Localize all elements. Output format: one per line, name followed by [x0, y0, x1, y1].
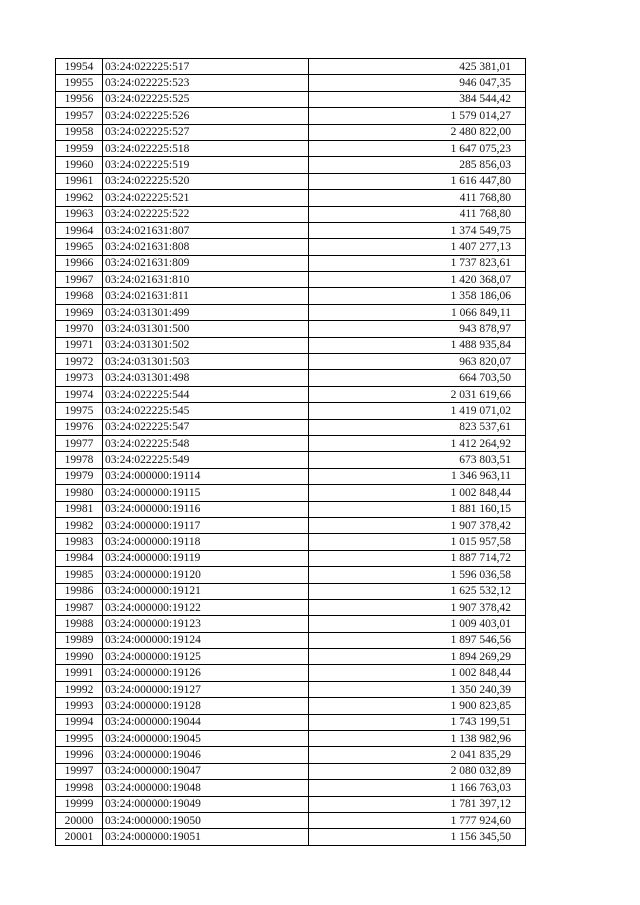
- value-cell: 1 647 075,23: [309, 140, 526, 156]
- row-number-cell: 19987: [56, 599, 103, 615]
- row-number-cell: 19984: [56, 550, 103, 566]
- row-number-cell: 19982: [56, 517, 103, 533]
- value-cell: 411 768,80: [309, 206, 526, 222]
- table-row: [56, 616, 526, 632]
- cadastral-number-cell: 03:24:000000:19121: [103, 583, 309, 599]
- row-number-cell: 19972: [56, 354, 103, 370]
- value-cell: 673 803,51: [309, 452, 526, 468]
- table-row: [56, 59, 526, 75]
- row-number-cell: 19977: [56, 435, 103, 451]
- value-cell: 1 579 014,27: [309, 108, 526, 124]
- cadastral-number-cell: 03:24:031301:498: [103, 370, 309, 386]
- value-cell: 1 002 848,44: [309, 665, 526, 681]
- value-cell: 411 768,80: [309, 190, 526, 206]
- cadastral-number-cell: 03:24:022225:525: [103, 91, 309, 107]
- cadastral-table: [55, 58, 526, 846]
- cadastral-number-cell: 03:24:000000:19046: [103, 747, 309, 763]
- table-row: [56, 599, 526, 615]
- cadastral-number-cell: 03:24:022225:522: [103, 206, 309, 222]
- cadastral-number-cell: 03:24:022225:519: [103, 157, 309, 173]
- table-row: [56, 665, 526, 681]
- table-row: [56, 452, 526, 468]
- cadastral-number-cell: 03:24:000000:19117: [103, 517, 309, 533]
- cadastral-number-cell: 03:24:031301:503: [103, 354, 309, 370]
- row-number-cell: 19976: [56, 419, 103, 435]
- table-row: [56, 222, 526, 238]
- table-row: [56, 812, 526, 828]
- value-cell: 1 166 763,03: [309, 780, 526, 796]
- table-row: [56, 501, 526, 517]
- row-number-cell: 19995: [56, 731, 103, 747]
- row-number-cell: 19958: [56, 124, 103, 140]
- cadastral-number-cell: 03:24:000000:19126: [103, 665, 309, 681]
- cadastral-number-cell: 03:24:000000:19120: [103, 567, 309, 583]
- row-number-cell: 19979: [56, 468, 103, 484]
- table-row: [56, 731, 526, 747]
- row-number-cell: 19999: [56, 796, 103, 812]
- value-cell: 1 066 849,11: [309, 304, 526, 320]
- table-row: [56, 386, 526, 402]
- value-cell: 1 358 186,06: [309, 288, 526, 304]
- table-row: [56, 354, 526, 370]
- cadastral-number-cell: 03:24:000000:19128: [103, 698, 309, 714]
- value-cell: 1 346 963,11: [309, 468, 526, 484]
- value-cell: 2 031 619,66: [309, 386, 526, 402]
- table-row: [56, 239, 526, 255]
- cadastral-number-cell: 03:24:000000:19045: [103, 731, 309, 747]
- row-number-cell: 19961: [56, 173, 103, 189]
- table-row: [56, 337, 526, 353]
- value-cell: 1 002 848,44: [309, 485, 526, 501]
- cadastral-number-cell: 03:24:000000:19119: [103, 550, 309, 566]
- table-row: [56, 190, 526, 206]
- cadastral-number-cell: 03:24:000000:19049: [103, 796, 309, 812]
- value-cell: 1 420 368,07: [309, 272, 526, 288]
- cadastral-number-cell: 03:24:021631:807: [103, 222, 309, 238]
- row-number-cell: 20001: [56, 829, 103, 845]
- cadastral-number-cell: 03:24:021631:810: [103, 272, 309, 288]
- row-number-cell: 19962: [56, 190, 103, 206]
- value-cell: 1 881 160,15: [309, 501, 526, 517]
- cadastral-number-cell: 03:24:022225:518: [103, 140, 309, 156]
- value-cell: 425 381,01: [309, 59, 526, 75]
- row-number-cell: 19993: [56, 698, 103, 714]
- table-row: [56, 304, 526, 320]
- row-number-cell: 19974: [56, 386, 103, 402]
- cadastral-number-cell: 03:24:022225:523: [103, 75, 309, 91]
- table-row: [56, 288, 526, 304]
- row-number-cell: 19969: [56, 304, 103, 320]
- value-cell: 1 907 378,42: [309, 517, 526, 533]
- value-cell: 1 907 378,42: [309, 599, 526, 615]
- table-row: [56, 91, 526, 107]
- row-number-cell: 19971: [56, 337, 103, 353]
- row-number-cell: 19975: [56, 403, 103, 419]
- row-number-cell: 19954: [56, 59, 103, 75]
- table-row: [56, 419, 526, 435]
- table-row: [56, 370, 526, 386]
- value-cell: 1 138 982,96: [309, 731, 526, 747]
- row-number-cell: 19966: [56, 255, 103, 271]
- row-number-cell: 19997: [56, 763, 103, 779]
- value-cell: 1 777 924,60: [309, 812, 526, 828]
- value-cell: 664 703,50: [309, 370, 526, 386]
- value-cell: 1 616 447,80: [309, 173, 526, 189]
- value-cell: 1 419 071,02: [309, 403, 526, 419]
- cadastral-number-cell: 03:24:022225:549: [103, 452, 309, 468]
- cadastral-number-cell: 03:24:022225:527: [103, 124, 309, 140]
- table-row: [56, 632, 526, 648]
- row-number-cell: 20000: [56, 812, 103, 828]
- value-cell: 1 374 549,75: [309, 222, 526, 238]
- table-row: [56, 763, 526, 779]
- cadastral-number-cell: 03:24:000000:19122: [103, 599, 309, 615]
- row-number-cell: 19988: [56, 616, 103, 632]
- cadastral-number-cell: 03:24:031301:500: [103, 321, 309, 337]
- row-number-cell: 19965: [56, 239, 103, 255]
- cadastral-number-cell: 03:24:022225:521: [103, 190, 309, 206]
- value-cell: 946 047,35: [309, 75, 526, 91]
- value-cell: 2 041 835,29: [309, 747, 526, 763]
- row-number-cell: 19956: [56, 91, 103, 107]
- cadastral-number-cell: 03:24:000000:19114: [103, 468, 309, 484]
- table-row: [56, 124, 526, 140]
- table-row: [56, 681, 526, 697]
- cadastral-number-cell: 03:24:021631:809: [103, 255, 309, 271]
- row-number-cell: 19973: [56, 370, 103, 386]
- cadastral-number-cell: 03:24:022225:545: [103, 403, 309, 419]
- table-row: [56, 272, 526, 288]
- cadastral-number-cell: 03:24:000000:19123: [103, 616, 309, 632]
- row-number-cell: 19994: [56, 714, 103, 730]
- value-cell: 1 737 823,61: [309, 255, 526, 271]
- value-cell: 1 897 546,56: [309, 632, 526, 648]
- value-cell: 1 625 532,12: [309, 583, 526, 599]
- row-number-cell: 19970: [56, 321, 103, 337]
- row-number-cell: 19963: [56, 206, 103, 222]
- value-cell: 823 537,61: [309, 419, 526, 435]
- table-row: [56, 583, 526, 599]
- row-number-cell: 19960: [56, 157, 103, 173]
- table-row: [56, 747, 526, 763]
- table-row: [56, 517, 526, 533]
- table-row: [56, 403, 526, 419]
- value-cell: 963 820,07: [309, 354, 526, 370]
- table-row: [56, 829, 526, 845]
- table-row: [56, 255, 526, 271]
- value-cell: 1 412 264,92: [309, 435, 526, 451]
- table-row: [56, 140, 526, 156]
- table-body: [56, 59, 526, 846]
- table-row: [56, 534, 526, 550]
- table-row: [56, 108, 526, 124]
- table-row: [56, 206, 526, 222]
- cadastral-number-cell: 03:24:022225:547: [103, 419, 309, 435]
- cadastral-number-cell: 03:24:022225:526: [103, 108, 309, 124]
- cadastral-number-cell: 03:24:022225:548: [103, 435, 309, 451]
- row-number-cell: 19978: [56, 452, 103, 468]
- cadastral-number-cell: 03:24:031301:499: [103, 304, 309, 320]
- cadastral-number-cell: 03:24:022225:544: [103, 386, 309, 402]
- value-cell: 1 156 345,50: [309, 829, 526, 845]
- table-row: [56, 468, 526, 484]
- row-number-cell: 19964: [56, 222, 103, 238]
- row-number-cell: 19968: [56, 288, 103, 304]
- row-number-cell: 19967: [56, 272, 103, 288]
- table-row: [56, 698, 526, 714]
- value-cell: 1 009 403,01: [309, 616, 526, 632]
- row-number-cell: 19957: [56, 108, 103, 124]
- cadastral-number-cell: 03:24:000000:19051: [103, 829, 309, 845]
- cadastral-number-cell: 03:24:000000:19050: [103, 812, 309, 828]
- value-cell: 384 544,42: [309, 91, 526, 107]
- row-number-cell: 19998: [56, 780, 103, 796]
- table-row: [56, 649, 526, 665]
- table-row: [56, 714, 526, 730]
- value-cell: 1 407 277,13: [309, 239, 526, 255]
- value-cell: 2 480 822,00: [309, 124, 526, 140]
- value-cell: 1 488 935,84: [309, 337, 526, 353]
- row-number-cell: 19996: [56, 747, 103, 763]
- cadastral-number-cell: 03:24:021631:808: [103, 239, 309, 255]
- row-number-cell: 19983: [56, 534, 103, 550]
- row-number-cell: 19990: [56, 649, 103, 665]
- cadastral-number-cell: 03:24:000000:19127: [103, 681, 309, 697]
- cadastral-number-cell: 03:24:031301:502: [103, 337, 309, 353]
- table-row: [56, 796, 526, 812]
- table-row: [56, 567, 526, 583]
- row-number-cell: 19985: [56, 567, 103, 583]
- table-row: [56, 435, 526, 451]
- value-cell: 1 894 269,29: [309, 649, 526, 665]
- table-row: [56, 550, 526, 566]
- value-cell: 943 878,97: [309, 321, 526, 337]
- cadastral-number-cell: 03:24:000000:19116: [103, 501, 309, 517]
- value-cell: 1 781 397,12: [309, 796, 526, 812]
- row-number-cell: 19992: [56, 681, 103, 697]
- cadastral-number-cell: 03:24:021631:811: [103, 288, 309, 304]
- row-number-cell: 19959: [56, 140, 103, 156]
- table-row: [56, 173, 526, 189]
- table-row: [56, 485, 526, 501]
- cadastral-number-cell: 03:24:022225:517: [103, 59, 309, 75]
- row-number-cell: 19989: [56, 632, 103, 648]
- table-row: [56, 157, 526, 173]
- row-number-cell: 19980: [56, 485, 103, 501]
- value-cell: 285 856,03: [309, 157, 526, 173]
- cadastral-number-cell: 03:24:022225:520: [103, 173, 309, 189]
- value-cell: 1 350 240,39: [309, 681, 526, 697]
- value-cell: 1 596 036,58: [309, 567, 526, 583]
- row-number-cell: 19955: [56, 75, 103, 91]
- value-cell: 1 887 714,72: [309, 550, 526, 566]
- cadastral-number-cell: 03:24:000000:19125: [103, 649, 309, 665]
- cadastral-number-cell: 03:24:000000:19124: [103, 632, 309, 648]
- table-row: [56, 780, 526, 796]
- value-cell: 1 015 957,58: [309, 534, 526, 550]
- value-cell: 1 900 823,85: [309, 698, 526, 714]
- cadastral-number-cell: 03:24:000000:19115: [103, 485, 309, 501]
- table-row: [56, 321, 526, 337]
- row-number-cell: 19981: [56, 501, 103, 517]
- cadastral-number-cell: 03:24:000000:19047: [103, 763, 309, 779]
- row-number-cell: 19986: [56, 583, 103, 599]
- value-cell: 2 080 032,89: [309, 763, 526, 779]
- cadastral-number-cell: 03:24:000000:19044: [103, 714, 309, 730]
- cadastral-number-cell: 03:24:000000:19048: [103, 780, 309, 796]
- row-number-cell: 19991: [56, 665, 103, 681]
- table-row: [56, 75, 526, 91]
- cadastral-number-cell: 03:24:000000:19118: [103, 534, 309, 550]
- value-cell: 1 743 199,51: [309, 714, 526, 730]
